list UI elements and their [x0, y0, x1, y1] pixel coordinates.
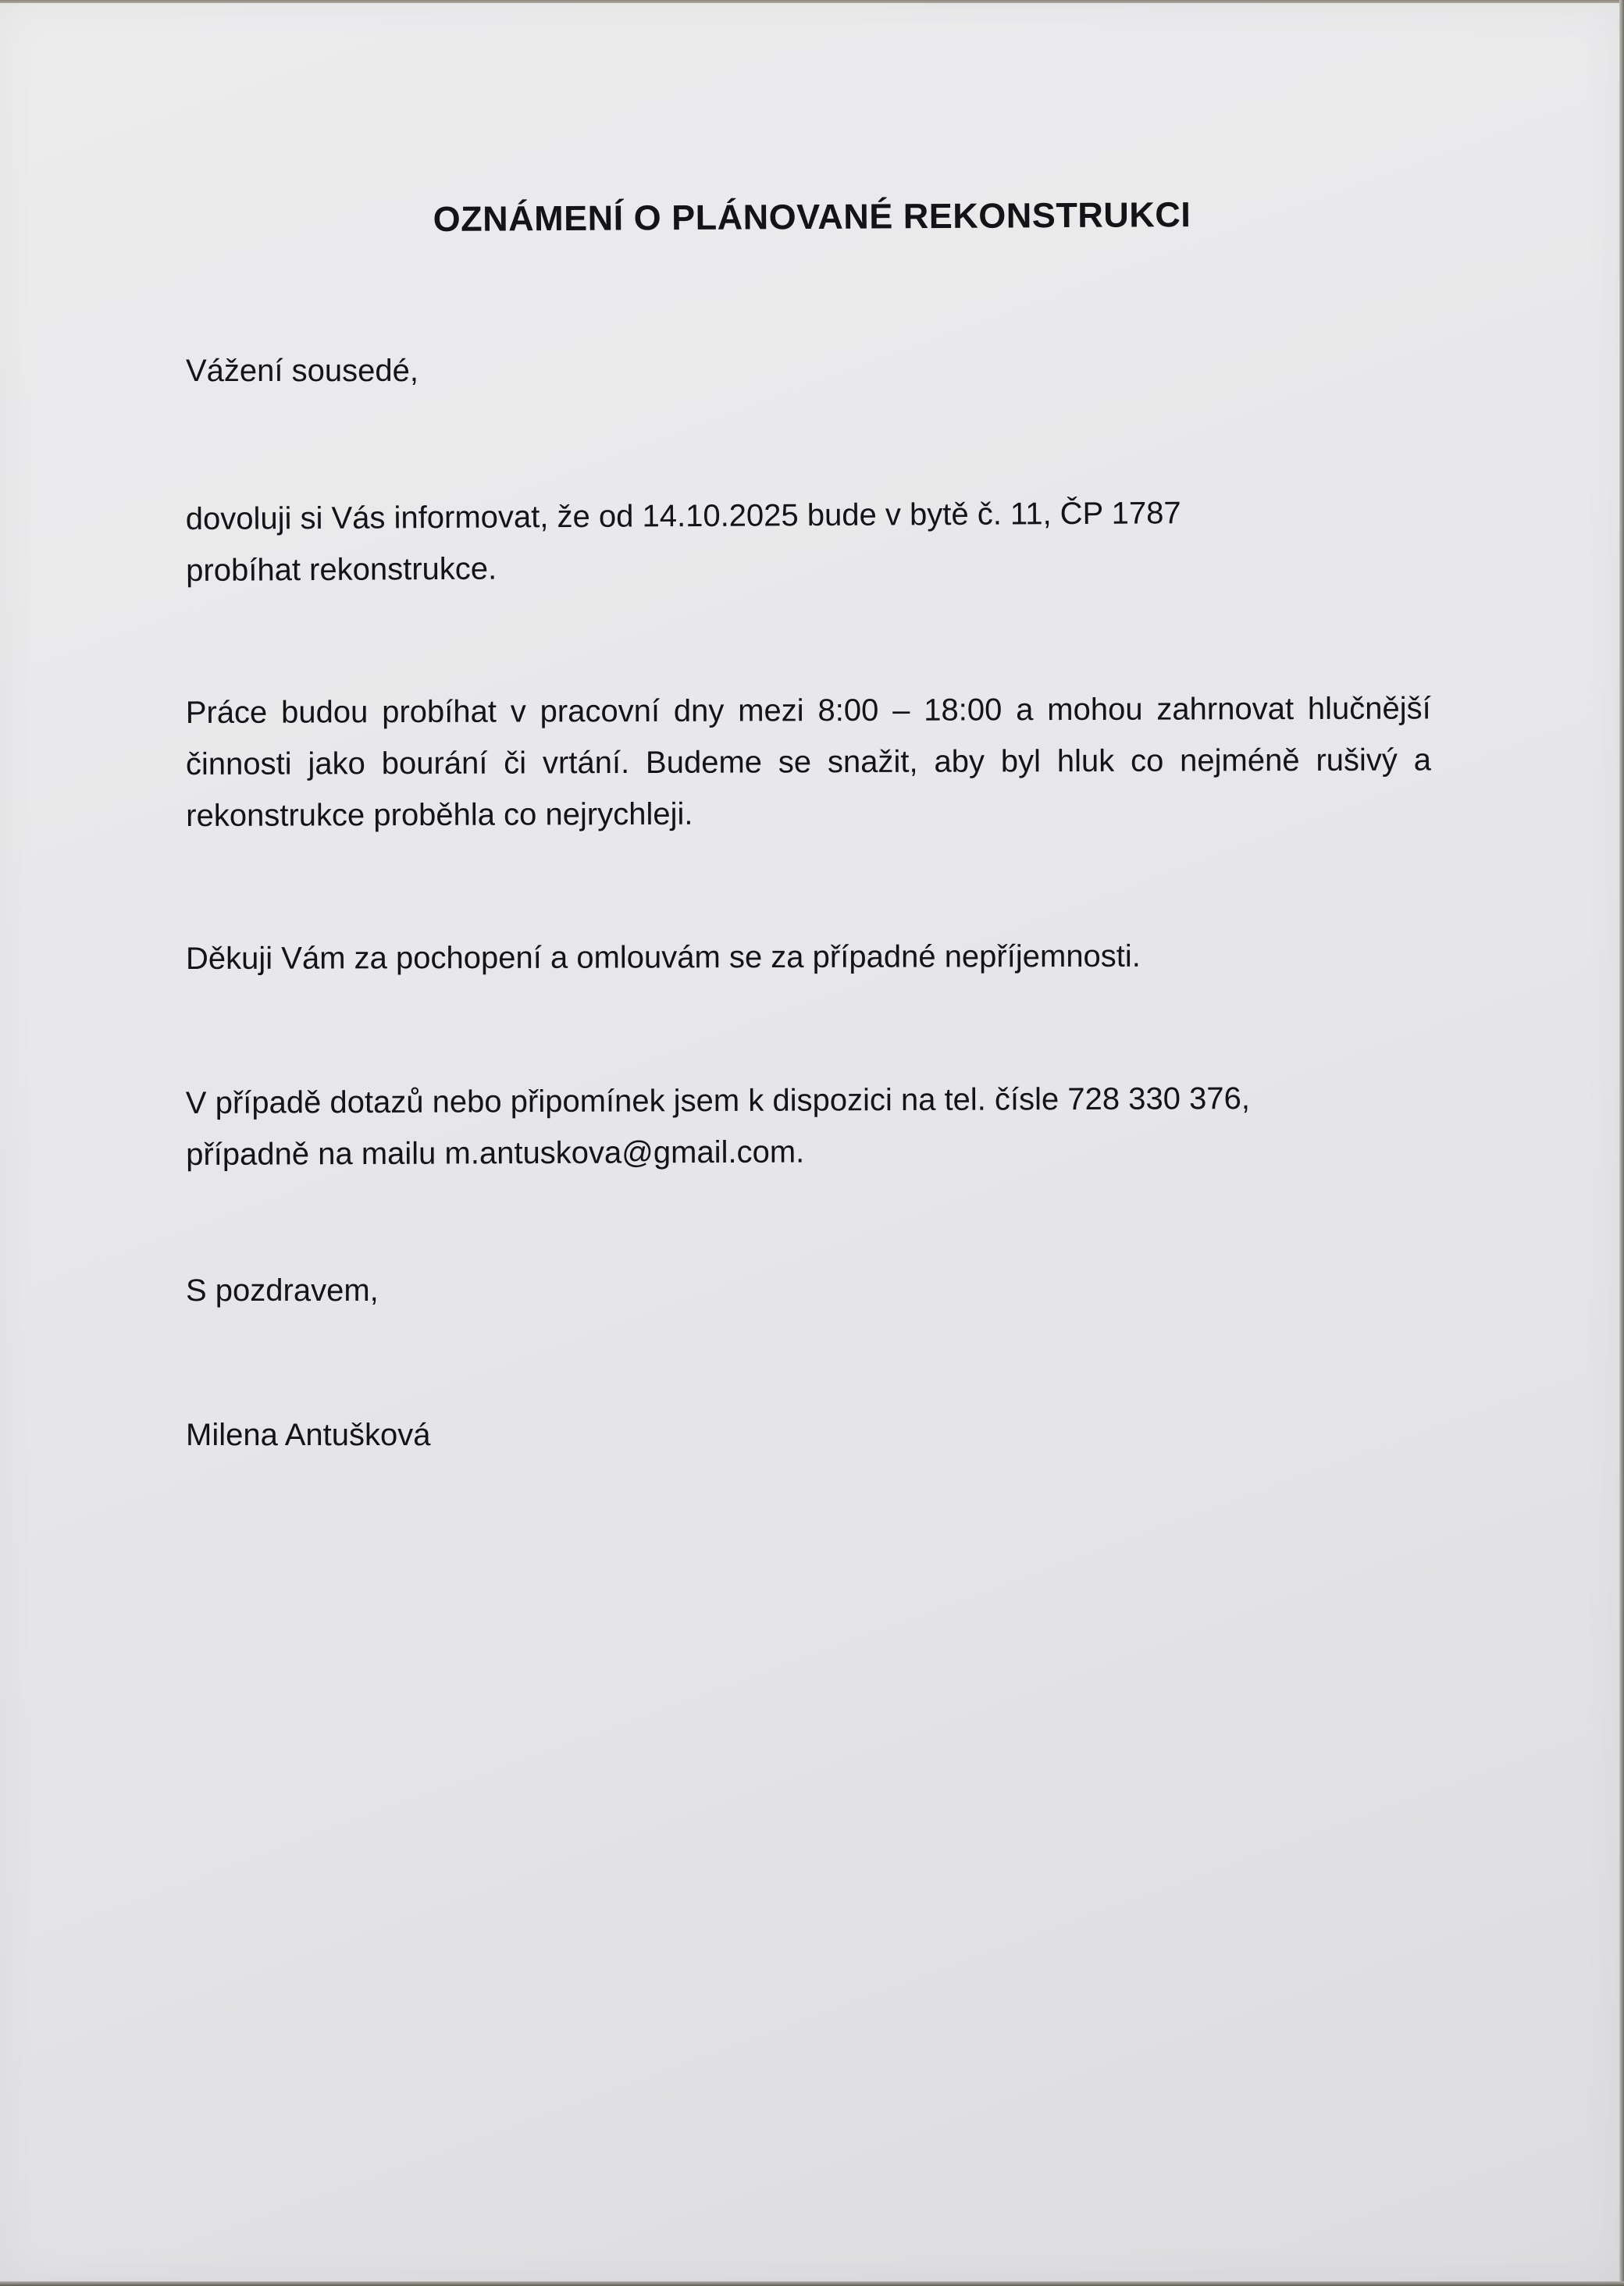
work-details-paragraph	[186, 682, 1432, 842]
signature: Milena Antušková	[186, 1418, 431, 1452]
intro-paragraph	[186, 486, 1436, 596]
thanks-paragraph: Děkuji Vám za pochopení a omlouvám se za případné nepříjemnosti.	[185, 938, 1141, 976]
greeting: Vážení sousedé,	[186, 354, 418, 388]
intro-line: dovoluji si Vás informovat, že od 14.10.2025 bude v bytě č. 11, ČP 1787	[185, 496, 1181, 537]
contact-paragraph	[186, 1072, 1475, 1180]
intro-line: probíhat rekonstrukce.	[186, 551, 497, 588]
work-details-text: Práce budou probíhat v pracovní dny mezi 8:00 – 18:00 a mohou zahrnovat hlučnější činnosti jako bourání či vrtání. Budeme se snažit, aby byl hluk co nejméně rušivý a rekonstrukce proběhla co nejrychleji.	[185, 691, 1432, 833]
contact-line: případně na mailu m.antuskova@gmail.com.	[186, 1134, 805, 1172]
contact-line: V případě dotazů nebo připomínek jsem k dispozici na tel. čísle 728 330 376,	[185, 1081, 1250, 1121]
closing: S pozdravem,	[186, 1273, 379, 1308]
document-title: OZNÁMENÍ O PLÁNOVANÉ REKONSTRUKCI	[433, 194, 1191, 239]
